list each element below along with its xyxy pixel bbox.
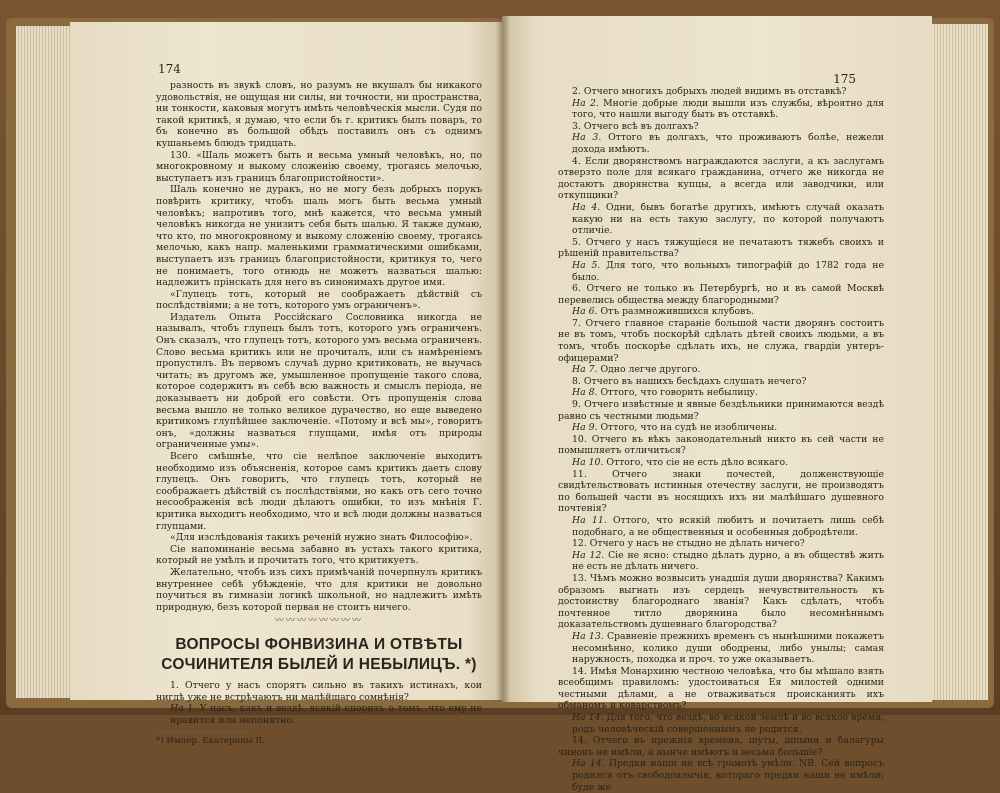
answer-label: На 10. [572, 457, 604, 468]
question: 9. Отчего извѣстные и явные бездѣльники принимаются вездѣ равно съ честными людьми? [558, 399, 884, 422]
answer [558, 550, 884, 573]
answer-text: Одно легче другого. [597, 364, 701, 376]
answer-label: На 13. [572, 630, 604, 642]
answer-text: Оттого въ долгахъ, что проживаютъ болѣе, нежели дохода имѣютъ. [572, 132, 884, 155]
answer-text: Оттого, что говорить небылицу. [597, 387, 758, 399]
answer-label: На 11. [572, 514, 607, 526]
answer [558, 306, 884, 318]
paragraph: Желательно, чтобъ изъ сихъ примѣчаній почерпнулъ критикъ внутреннее себѣ убѣжденіе, что для критики не довольно поучиться въ гимназіи логикѣ школьной, но надлежитъ имѣть природную, безъ которой первая не стоитъ ничего. [156, 566, 482, 613]
page-number-right: 175 [833, 72, 856, 86]
answer-label: На 2. [572, 97, 599, 109]
question: 6. Отчего не только въ Петербургѣ, но и въ самой Москвѣ перевелись общества между благородными? [558, 283, 884, 306]
paragraph: Издатель Опыта Россійскаго Сословника никогда не называлъ, чтобъ глупецъ былъ тотъ, которого умъ ограниченъ. Онъ сказалъ, что глупецъ тотъ, которого умъ весьма ограниченъ. Слово весьма критикъ или не прочиталъ, или съ намѣреніемъ пропустилъ. Въ первомъ случаѣ дурно критиковать, не выучась читать; въ другомъ же, умышленное пропущеніе такого слова, которое содержитъ въ себѣ всю важность и смыслъ періода, не доказываетъ ни доброй его совѣсти. Отъ пропущенія слова весьма вышло не только великое дурачество, но еще выведено критикомъ глупѣйшее заключеніе. «Потому и всѣ мы», говоритъ онъ, «должны назваться глупцами, имѣя отъ природы ограниченные умы». [156, 311, 482, 451]
question: 8. Отчего въ нашихъ бесѣдахъ слушать нечего? [572, 375, 807, 387]
footnote: *) Импер. Екатерины II. [156, 732, 246, 748]
question: 13. Чѣмъ можно возвысить унадшія души дворянства? Какимъ образомъ выгнать изъ сердецъ нечувствительность къ достоинству благороднаго званія? Какъ сдѣлать, чтобъ почтенное титло дворянина было несомнѣннымъ доказательствомъ душевнаго благородства? [558, 572, 884, 631]
left-page [70, 22, 502, 747]
page-edges-right [928, 24, 988, 700]
answer [558, 260, 884, 283]
answer [558, 132, 884, 155]
answer [558, 631, 884, 666]
answer-label: На 14. [572, 758, 605, 770]
question: 10. Отчего въ вѣкъ законодательный никто въ сей части не помышляетъ отличиться? [558, 433, 884, 457]
answer-label: На 1. [170, 703, 197, 715]
answer-text: Отъ размножившихся клубовъ. [597, 306, 755, 318]
answer-text: Многіе добрые люди вышли изъ службы, вѣроятно для того, что нашли выгоду быть въ отставкѣ. [572, 97, 885, 121]
answer-label: На 5. [572, 259, 601, 271]
paragraph: разность въ звукѣ словъ, но разумъ не вкушалъ бы никакого удовольствія, не ощущая ни силы, ни точности, ни пространства, ни тонкости, каковыя могутъ имѣть человѣческія мысли. Судя по такой критикѣ, я думаю, что если бъ г. критикъ былъ поваръ, то бъ конечно въ большой обѣдъ поставилъ онъ съ однимъ кушаньемъ блюдъ тридцать. [156, 80, 482, 149]
book-gutter-shadow [496, 16, 510, 702]
right-page [502, 16, 932, 793]
answer-label: На 12. [572, 549, 605, 561]
answer-text: Оттого, что всякій любитъ и почитаетъ лишь себѣ подобнаго, а не общественныя и особенныя добродѣтели. [572, 514, 884, 538]
answer-label: На 9. [572, 422, 598, 434]
answer-text: Для того, что вольныхъ типографій до 1782 года не было. [572, 259, 884, 283]
answer-label: На 6. [572, 306, 598, 318]
answer [558, 515, 884, 538]
page-number-left: 174 [158, 62, 181, 76]
question: 1. Отчего у насъ спорятъ сильно въ такихъ истинахъ, кои нигдѣ уже не встрѣчаютъ ни малѣйшаго сомнѣнія? [156, 679, 482, 703]
question: 3. Отчего всѣ въ долгахъ? [572, 120, 699, 132]
section-heading: ВОПРОСЫ ФОНВИЗИНА И ОТВѢТЫ СОЧИНИТЕЛЯ БЫЛЕЙ И НЕБЫЛИЦЪ. *) [161, 635, 477, 673]
paragraph: Шаль конечно не дуракъ, но не могу безъ добрыхъ порукъ повѣрить критику, чтобъ шаль могъ быть весьма умный человѣкъ; напротивъ того, мнѣ кажется, что весьма умный человѣкъ никогда не унизитъ себя быть шалью. Я также думаю, что кто, по многокровному и выкому сложенію своему, трогаясь мелочью, какъ напр. маленькими грамматическими ошибками, выступаетъ изъ границъ благопристойности, критикуя то, чего не понимаетъ, того отнюдь не можетъ назваться шалью: надлежитъ прінскать для него въ синонимахъ другое имя. [156, 184, 482, 289]
answer-label: На 8. [572, 387, 598, 399]
answer-label: На 3. [572, 132, 602, 144]
answer [558, 202, 884, 237]
answer [558, 457, 884, 469]
answer-text: Сравненіе прежнихъ временъ съ нынѣшними покажетъ несомнѣнно, колико души ободрены, либо унылы; самая наружность, походка и проч. то уже оказываетъ. [572, 630, 884, 666]
answer-text: Предки наши не всѣ грамотѣ умѣли. NB. Сей вопросъ родился отъ свободоязычія, котораго предки наши не имѣли; буде же [572, 758, 884, 793]
answer-text: Сіе не ясно: стыдно дѣлать дурно, а въ обществѣ жить не есть не дѣлать ничего. [572, 549, 884, 573]
answer-label: На 7. [572, 364, 598, 376]
right-qa-list [558, 86, 884, 793]
question: 11. Отчего знаки почестей, долженствующіе свидѣтельствовать истинныя отечеству заслуги, не производятъ по большей части въ носящихъ ихъ ни малѣйшаго душевного почтенія? [558, 468, 884, 515]
answer-text: У насъ, какъ и вездѣ, всякій споритъ о томъ, что ему не нравится или непонятно. [170, 703, 482, 726]
paragraph: Всего смѣшнѣе, что сіе нелѣпое заключеніе выходитъ необходимо изъ объясненія, которое самъ критикъ даетъ слову глупецъ. Онъ говоритъ, что глупецъ тотъ, который не соображаетъ дѣйствій съ послѣдствіями, но какъ отъ сего точно несоображенія всѣ люди дѣлаютъ ошибки, то изъ мнѣнія Г. критика выходитъ необходимо, что и всѣ люди должны назваться глупцами. [156, 451, 482, 532]
answer-label: На 4. [572, 201, 601, 213]
answer-text: Одни, бывъ богатѣе другихъ, имѣютъ случай оказать какую ни на есть такую заслугу, по которой получаютъ отличіе. [572, 201, 884, 237]
question: 2. Отчего многихъ добрыхъ людей видимъ въ отставкѣ? [572, 86, 847, 97]
paragraph: «Глупецъ тотъ, который не соображаетъ дѣйствій съ послѣдствіями; а не тотъ, которого умъ ограниченъ». [156, 288, 482, 312]
right-page-text [558, 86, 884, 793]
answer [558, 364, 884, 376]
answer-text: Для того, что вездѣ, во всякой землѣ и во всякое время, родъ человѣческій совершеннымъ не родится. [572, 712, 885, 735]
answer [558, 422, 884, 434]
left-page-text [156, 80, 482, 748]
answer-text: Оттого, что сіе не есть дѣло всякаго. [603, 457, 789, 468]
answer [558, 387, 884, 399]
answer [156, 703, 482, 726]
answer-text: Оттого, что на судѣ не изобличены. [597, 422, 778, 434]
answer [558, 758, 884, 793]
question: 7. Отчего главное стараніе большой части дворянъ состоитъ не въ томъ, чтобъ поскорѣй сдѣлать дѣтей своихъ людьми, а въ томъ, чтобъ поскорѣе сдѣлать ихъ, не служа, гвардіи унтеръ-офицерами? [558, 317, 884, 364]
question: 12. Отчего у насъ не стыдно не дѣлать ничего? [572, 538, 805, 550]
answer [558, 98, 884, 121]
left-qa-list [156, 680, 482, 726]
answer [558, 712, 884, 735]
question: 5. Отчего у насъ тяжущіеся не печатаютъ тяжебъ своихъ и рѣшеній правительства? [558, 236, 884, 260]
paragraph: Сіе напоминаніе весьма забавно въ устахъ такого критика, который не умѣлъ и прочитать того, что критикуетъ. [156, 543, 482, 567]
ornament-divider: 〰〰〰〰〰〰〰〰 [274, 616, 363, 627]
question: 4. Если дворянствомъ награждаются заслуги, а къ заслугамъ отверзто поле для всякаго гражданина, отчего же никогда не достаютъ дворянства купцы, а всегда или заводчики, или откупщики? [558, 155, 884, 202]
paragraph: «Для изслѣдованія такихъ реченій нужно знать Философію». [170, 532, 473, 544]
question: 14. Имѣя Монархиню честною человѣка, что бы мѣшало взять всеобщимъ правиломъ: удостоиваться Ея милостей одними честными дѣлами, а не отваживаться происканиять ихъ обманомъ и коварствомъ? [558, 665, 884, 712]
left-paragraphs [156, 80, 482, 613]
answer-label: На 14. [572, 712, 604, 724]
paragraph: 130. «Шаль можетъ быть и весьма умный человѣкъ, но, по многокровному и выкому сложенію своему, трогаясь мелочью, выступаетъ изъ границъ благопристойности». [156, 149, 482, 184]
question: 14. Отчего въ прежнія времена, шуты, шпыни и балагуры чиновъ не имѣли, а нынче имѣютъ и весьма большіе? [558, 735, 884, 758]
